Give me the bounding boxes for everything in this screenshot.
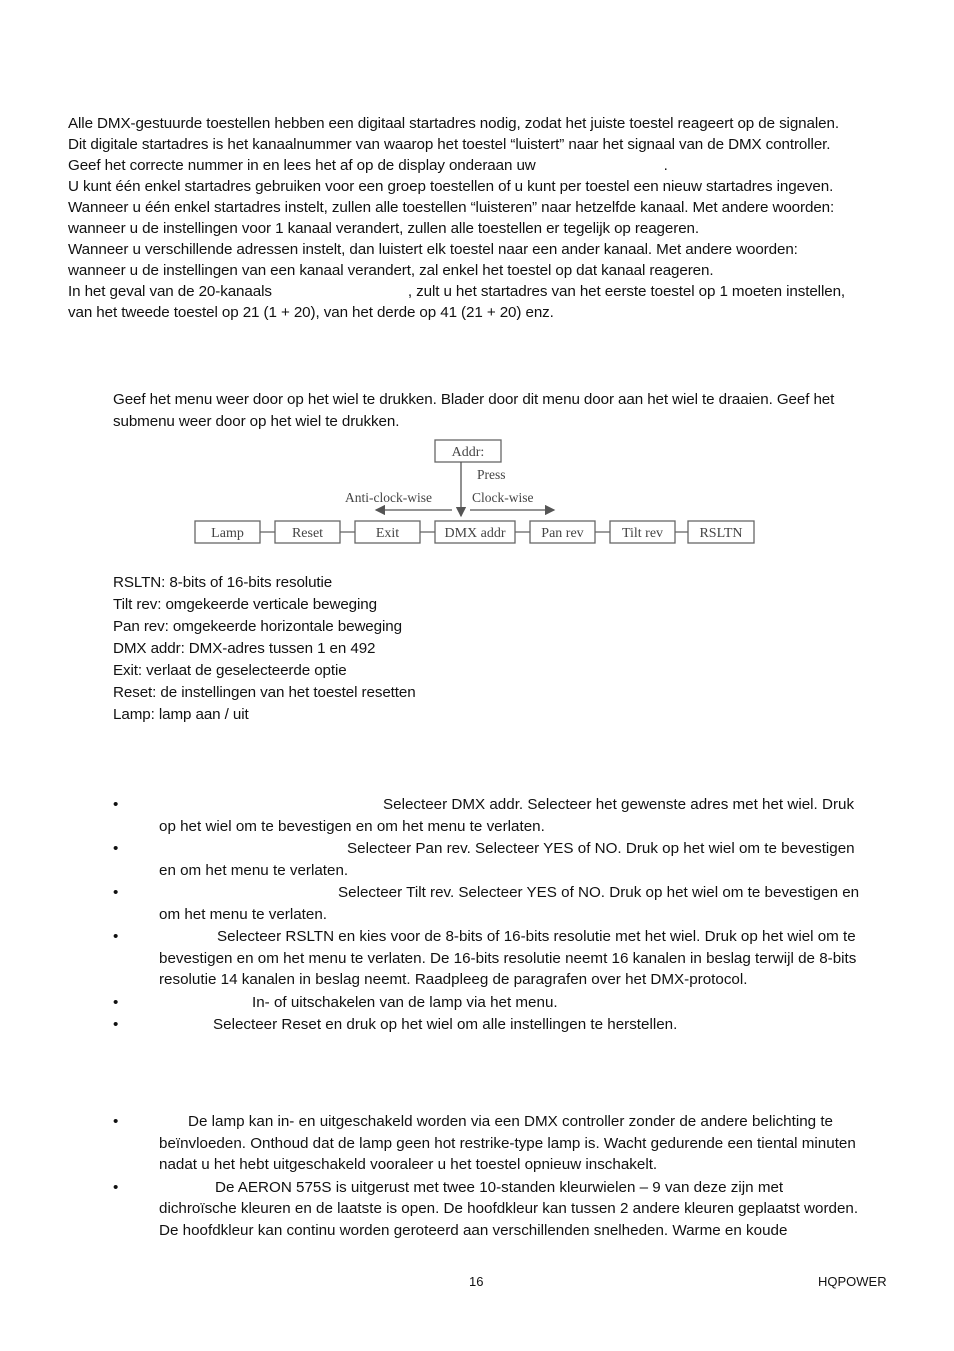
legend-item: DMX addr: DMX-adres tussen 1 en 492 bbox=[113, 640, 376, 657]
diagram-box-dmx-addr bbox=[435, 521, 515, 543]
list-item bbox=[113, 794, 893, 837]
menu-legend bbox=[113, 572, 613, 726]
diagram-box-label: Lamp bbox=[211, 526, 244, 541]
legend-item: Tilt rev: omgekeerde verticale beweging bbox=[113, 596, 377, 613]
list-item-text: om het menu te verlaten. bbox=[159, 905, 327, 923]
list-item-text: beïnvloeden. Onthoud dat de lamp geen hot restrike-type lamp is. Wacht gedurende een tiental minuten bbox=[159, 1134, 856, 1152]
diagram-box-label: DMX addr bbox=[444, 526, 506, 541]
list-item bbox=[113, 1177, 893, 1242]
diagram-addr-label: Addr: bbox=[451, 445, 485, 460]
list-item-text: De lamp kan in- en uitgeschakeld worden via een DMX controller zonder de andere belichting te bbox=[188, 1113, 833, 1130]
intro-line: U kunt één enkel startadres gebruiken voor een groep toestellen of u kunt per toestel een nieuw startadres ingeven. bbox=[68, 178, 834, 195]
list-item bbox=[113, 838, 893, 881]
legend-item: RSLTN: 8-bits of 16-bits resolutie bbox=[113, 574, 333, 591]
intro-line: Wanneer u één enkel startadres instelt, zullen alle toestellen “luisteren” naar hetzelfde kanaal. Met andere woorden: bbox=[68, 199, 835, 216]
diagram-box-tilt-rev bbox=[610, 521, 675, 543]
diagram-box-exit bbox=[355, 521, 420, 543]
bullet-icon: • bbox=[113, 884, 119, 901]
list-item-text: bevestigen en om het menu te verlaten. De 16-bits resolutie neemt 16 kanalen in beslag terwijl de 8-bits bbox=[159, 949, 857, 967]
diagram-press-label: Press bbox=[477, 467, 506, 482]
intro-line: Wanneer u verschillende adressen instelt, dan luistert elk toestel naar een ander kanaal. Met andere woorden: bbox=[68, 241, 798, 258]
legend-item: Reset: de instellingen van het toestel resetten bbox=[113, 684, 416, 701]
footer-brand: HQPOWER bbox=[818, 1274, 887, 1289]
intro-line: wanneer u de instellingen voor 1 kanaal verandert, zullen alle toestellen er tegelijk op reageren. bbox=[68, 220, 700, 237]
list-item-text: dichroïsche kleuren en de laatste is open. De hoofdkleur kan tussen 2 andere kleuren geplaatst worden. bbox=[159, 1200, 859, 1217]
intro-line-text: Geef het correcte nummer in en lees het af op de display onderaan uw bbox=[68, 157, 536, 174]
bullet-icon: • bbox=[113, 1178, 119, 1196]
intro-line: Dit digitale startadres is het kanaalnummer van waarop het toestel “luistert” naar het signaal van de DMX controller. bbox=[68, 136, 831, 153]
legend-item: Lamp: lamp aan / uit bbox=[113, 706, 249, 723]
list-item-text: In- of uitschakelen van de lamp via het menu. bbox=[252, 993, 558, 1011]
intro-paragraph bbox=[68, 113, 898, 323]
list-item-text: op het wiel om te bevestigen en om het menu te verlaten. bbox=[159, 817, 545, 835]
intro-line-end: . bbox=[663, 157, 668, 174]
diagram-box-label: Exit bbox=[375, 526, 400, 541]
bullet-icon: • bbox=[113, 993, 119, 1011]
list-item-text: Selecteer Reset en druk op het wiel om alle instellingen te herstellen. bbox=[213, 1016, 678, 1033]
list-item-text: en om het menu te verlaten. bbox=[159, 861, 349, 879]
list-item-text: De AERON 575S is uitgerust met twee 10-standen kleurwielen – 9 van deze zijn met bbox=[215, 1178, 784, 1196]
list-item bbox=[113, 926, 893, 991]
diagram-anticlockwise-label: Anti-clock-wise bbox=[345, 490, 432, 505]
list-item-text: Selecteer Pan rev. Selecteer YES of NO. Druk op het wiel om te bevestigen bbox=[347, 840, 855, 857]
list-item-text: Selecteer RSLTN en kies voor de 8-bits of 16-bits resolutie met het wiel. Druk op het wiel om te bbox=[217, 928, 856, 945]
legend-item: Exit: verlaat de geselecteerde optie bbox=[113, 662, 347, 679]
diagram-box-label: RSLTN bbox=[699, 526, 743, 541]
menu-intro-line: submenu weer door op het wiel te drukken. bbox=[113, 413, 400, 430]
menu-intro bbox=[113, 389, 903, 433]
list-item bbox=[113, 882, 893, 925]
features-list bbox=[113, 1111, 893, 1241]
bullet-icon: • bbox=[113, 1113, 119, 1130]
intro-line bbox=[68, 155, 898, 176]
bullet-icon: • bbox=[113, 840, 119, 857]
menu-diagram bbox=[190, 436, 760, 551]
legend-item: Pan rev: omgekeerde horizontale beweging bbox=[113, 618, 402, 635]
list-item bbox=[113, 1014, 893, 1036]
list-item-text: nadat u het hebt uitgeschakeld vooraleer u het toestel opnieuw inschakelt. bbox=[159, 1156, 658, 1173]
diagram-box-label: Pan rev bbox=[541, 526, 584, 541]
bullet-icon: • bbox=[113, 1016, 119, 1033]
intro-line: van het tweede toestel op 21 (1 + 20), van het derde op 41 (21 + 20) enz. bbox=[68, 304, 554, 321]
intro-line: wanneer u de instellingen van een kanaal verandert, zal enkel het toestel op dat kanaal reageren. bbox=[68, 262, 714, 279]
diagram-box-pan-rev bbox=[530, 521, 595, 543]
diagram-box-lamp bbox=[195, 521, 260, 543]
list-item bbox=[113, 1111, 893, 1176]
intro-line bbox=[68, 281, 898, 302]
list-item bbox=[113, 992, 893, 1014]
list-item-text: resolutie 14 kanalen in beslag neemt. Raadpleeg de paragrafen over het DMX-protocol. bbox=[159, 971, 748, 988]
intro-line-text: , zult u het startadres van het eerste toestel op 1 moeten instellen, bbox=[407, 283, 846, 300]
menu-intro-line: Geef het menu weer door op het wiel te drukken. Blader door dit menu door aan het wiel te draaien. Geef het bbox=[113, 391, 835, 408]
list-item-text: Selecteer Tilt rev. Selecteer YES of NO. Druk op het wiel om te bevestigen en bbox=[338, 884, 860, 901]
diagram-clockwise-label: Clock-wise bbox=[472, 490, 534, 505]
settings-list bbox=[113, 794, 893, 1036]
diagram-addr-box bbox=[435, 440, 501, 462]
bullet-icon: • bbox=[113, 796, 119, 813]
diagram-box-reset bbox=[275, 521, 340, 543]
diagram-box-label: Tilt rev bbox=[621, 526, 664, 541]
diagram-box-rsltn bbox=[688, 521, 754, 543]
intro-line-text: In het geval van de 20-kanaals bbox=[68, 283, 272, 300]
diagram-box-label: Reset bbox=[291, 526, 324, 541]
bullet-icon: • bbox=[113, 928, 119, 945]
intro-line: Alle DMX-gestuurde toestellen hebben een digitaal startadres nodig, zodat het juiste toestel reageert op de signalen. bbox=[68, 115, 839, 132]
list-item-text: Selecteer DMX addr. Selecteer het gewenste adres met het wiel. Druk bbox=[383, 796, 855, 813]
list-item-text: De hoofdkleur kan continu worden geroteerd aan verschillenden snelheden. Warme en koude bbox=[159, 1221, 788, 1239]
page-number: 16 bbox=[469, 1274, 484, 1289]
